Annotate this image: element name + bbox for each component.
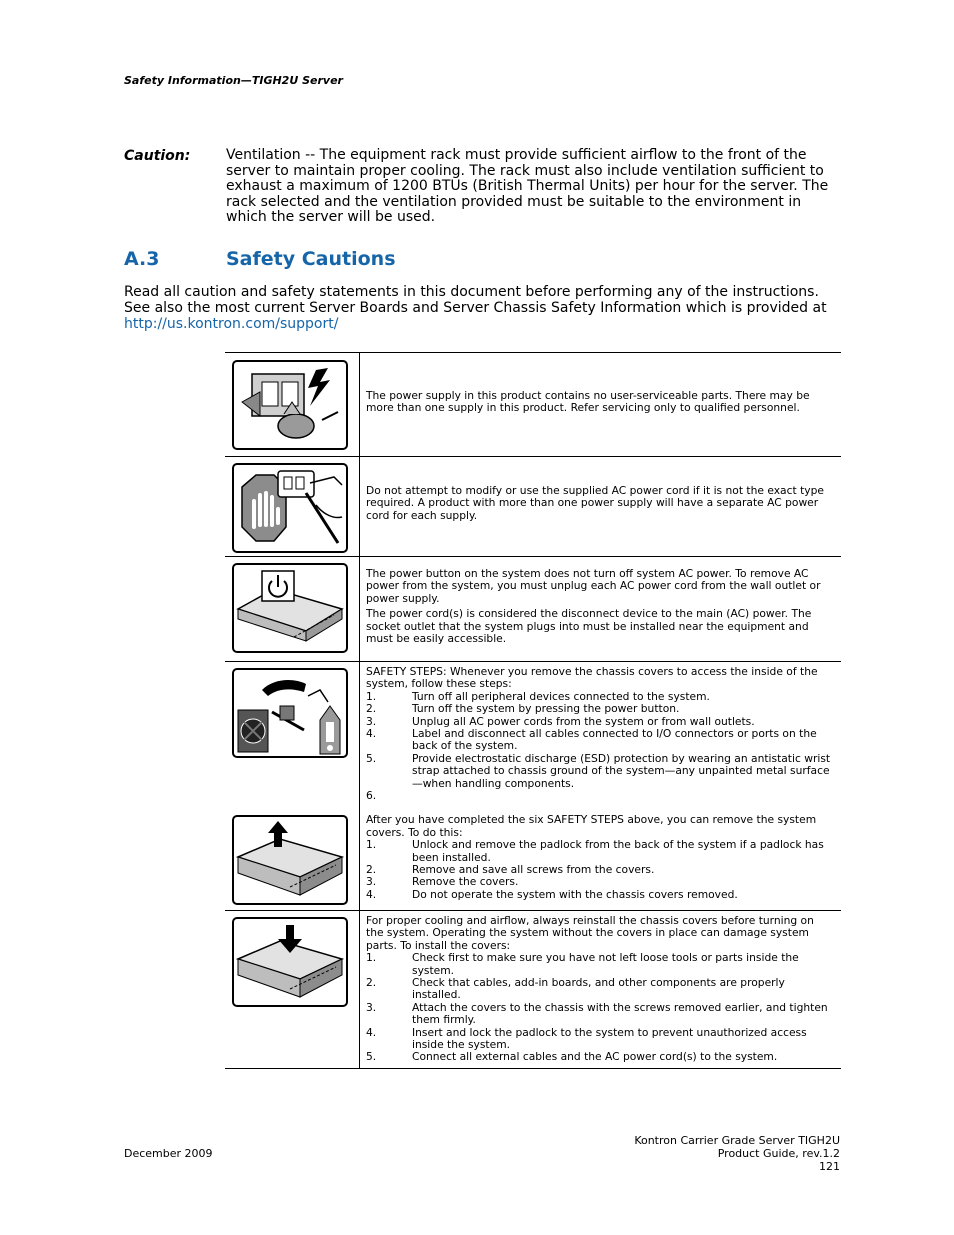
- list-item: 2. Turn off the system by pressing the power button.: [366, 702, 680, 716]
- list-item: 2. Remove and save all screws from the covers.: [366, 863, 655, 877]
- icon-cell: [225, 557, 360, 661]
- row-text-2: The power cord(s) is considered the disconnect device to the main (AC) power. The socket outlet that the system plugs into must be installed near the equipment and must be easily accessible.: [366, 607, 812, 646]
- list-item: 6.: [366, 789, 377, 803]
- power-button-icon: [232, 563, 348, 653]
- list-item: 1. Unlock and remove the padlock from the back of the system if a padlock has been installed.: [366, 838, 824, 864]
- intro-text: Read all caution and safety statements in this document before performing any of the instructions. See also the most current Server Boards and Server Chassis Safety Information which is provided at: [124, 284, 827, 316]
- list-item: 3. Remove the covers.: [366, 875, 519, 889]
- caution-row-power-supply: [225, 353, 841, 457]
- icon-cell: [225, 457, 360, 556]
- running-header: Safety Information—TIGH2U Server: [124, 74, 343, 87]
- power-supply-shock-icon: [232, 360, 348, 450]
- support-link[interactable]: http://us.kontron.com/support/: [124, 316, 339, 332]
- caution-row-power-button: [225, 557, 841, 662]
- caution-row-power-cord: [225, 457, 841, 557]
- list-item: 2. Check that cables, add-in boards, and other components are properly installed.: [366, 976, 785, 1002]
- list-item: 4. Do not operate the system with the chassis covers removed.: [366, 887, 738, 901]
- ac-power-cord-stop-icon: [232, 463, 348, 553]
- safety-cautions-table: [225, 352, 841, 1069]
- list-item: 5. Provide electrostatic discharge (ESD) protection by wearing an antistatic wrist strap attached to chassis ground of the system—any unpainted metal surface—when handling components.: [366, 751, 831, 790]
- remove-cover-icon: [232, 815, 348, 905]
- caution-label: Caution:: [124, 148, 191, 164]
- install-covers-list: [366, 952, 833, 1064]
- section-title: Safety Cautions: [226, 248, 396, 270]
- icon-cell: [225, 662, 360, 910]
- caution-row-safety-steps: [225, 662, 841, 911]
- caution-row-install-covers: [225, 911, 841, 1068]
- list-item: 3. Attach the covers to the chassis with the screws removed earlier, and tighten them firmly.: [366, 1000, 828, 1027]
- text-cell: [360, 662, 841, 901]
- text-cell: [360, 353, 841, 415]
- install-covers-intro: For proper cooling and airflow, always reinstall the chassis covers before turning on the system. Operating the system without the covers in place can damage system parts. To install the covers:: [366, 914, 814, 952]
- page-number: 121: [819, 1160, 840, 1173]
- text-cell: [360, 911, 841, 1064]
- icon-cell: [225, 353, 360, 456]
- row-text: Do not attempt to modify or use the supplied AC power cord if it is not the exact type required. A product with more than one power supply will have a separate AC power cord for each supply.: [366, 484, 824, 522]
- list-item: 4. Insert and lock the padlock to the system to prevent unauthorized access inside the system.: [366, 1025, 807, 1052]
- icon-cell: [225, 911, 360, 1068]
- section-number: A.3: [124, 248, 160, 270]
- caution-text: Ventilation -- The equipment rack must provide sufficient airflow to the front of the server to maintain proper cooling. The rack must also include ventilation sufficient to exhaust a maximum of 1200 BTUs (British Thermal Units) per hour for the server. The rack selected and the ventilation provided must be suitable to the environment in which the server will be used.: [226, 147, 829, 226]
- footer-product: Kontron Carrier Grade Server TIGH2U: [634, 1134, 840, 1147]
- remove-covers-list: [366, 839, 833, 901]
- install-cover-icon: [232, 917, 348, 1007]
- section-intro: [124, 284, 844, 332]
- row-text-1: The power button on the system does not turn off system AC power. To remove AC power from the system, you must unplug each AC power cord from the wall outlet or power supply.: [366, 567, 821, 605]
- safety-steps-list: [366, 691, 833, 803]
- safety-steps-intro: SAFETY STEPS: Whenever you remove the chassis covers to access the inside of the system, follow these steps:: [366, 665, 818, 691]
- list-item: 3. Unplug all AC power cords from the system or from wall outlets.: [366, 714, 755, 728]
- footer-product-info: [634, 1134, 840, 1173]
- list-item: 5. Connect all external cables and the AC power cord(s) to the system.: [366, 1050, 778, 1064]
- disconnect-cables-warning-icon: [232, 668, 348, 758]
- footer-guide: Product Guide, rev.1.2: [717, 1147, 840, 1160]
- row-text: The power supply in this product contains no user-serviceable parts. There may be more than one supply in this product. Refer servicing only to qualified personnel.: [366, 389, 810, 415]
- list-item: 1. Turn off all peripheral devices connected to the system.: [366, 689, 710, 703]
- footer-date: December 2009: [124, 1147, 213, 1160]
- text-cell: [360, 557, 841, 645]
- list-item: 1. Check first to make sure you have not left loose tools or parts inside the system.: [366, 951, 799, 977]
- text-cell: [360, 457, 841, 522]
- list-item: 4. Label and disconnect all cables connected to I/O connectors or ports on the back of the system.: [366, 727, 817, 753]
- remove-covers-intro: After you have completed the six SAFETY STEPS above, you can remove the system covers. To do this:: [366, 813, 817, 839]
